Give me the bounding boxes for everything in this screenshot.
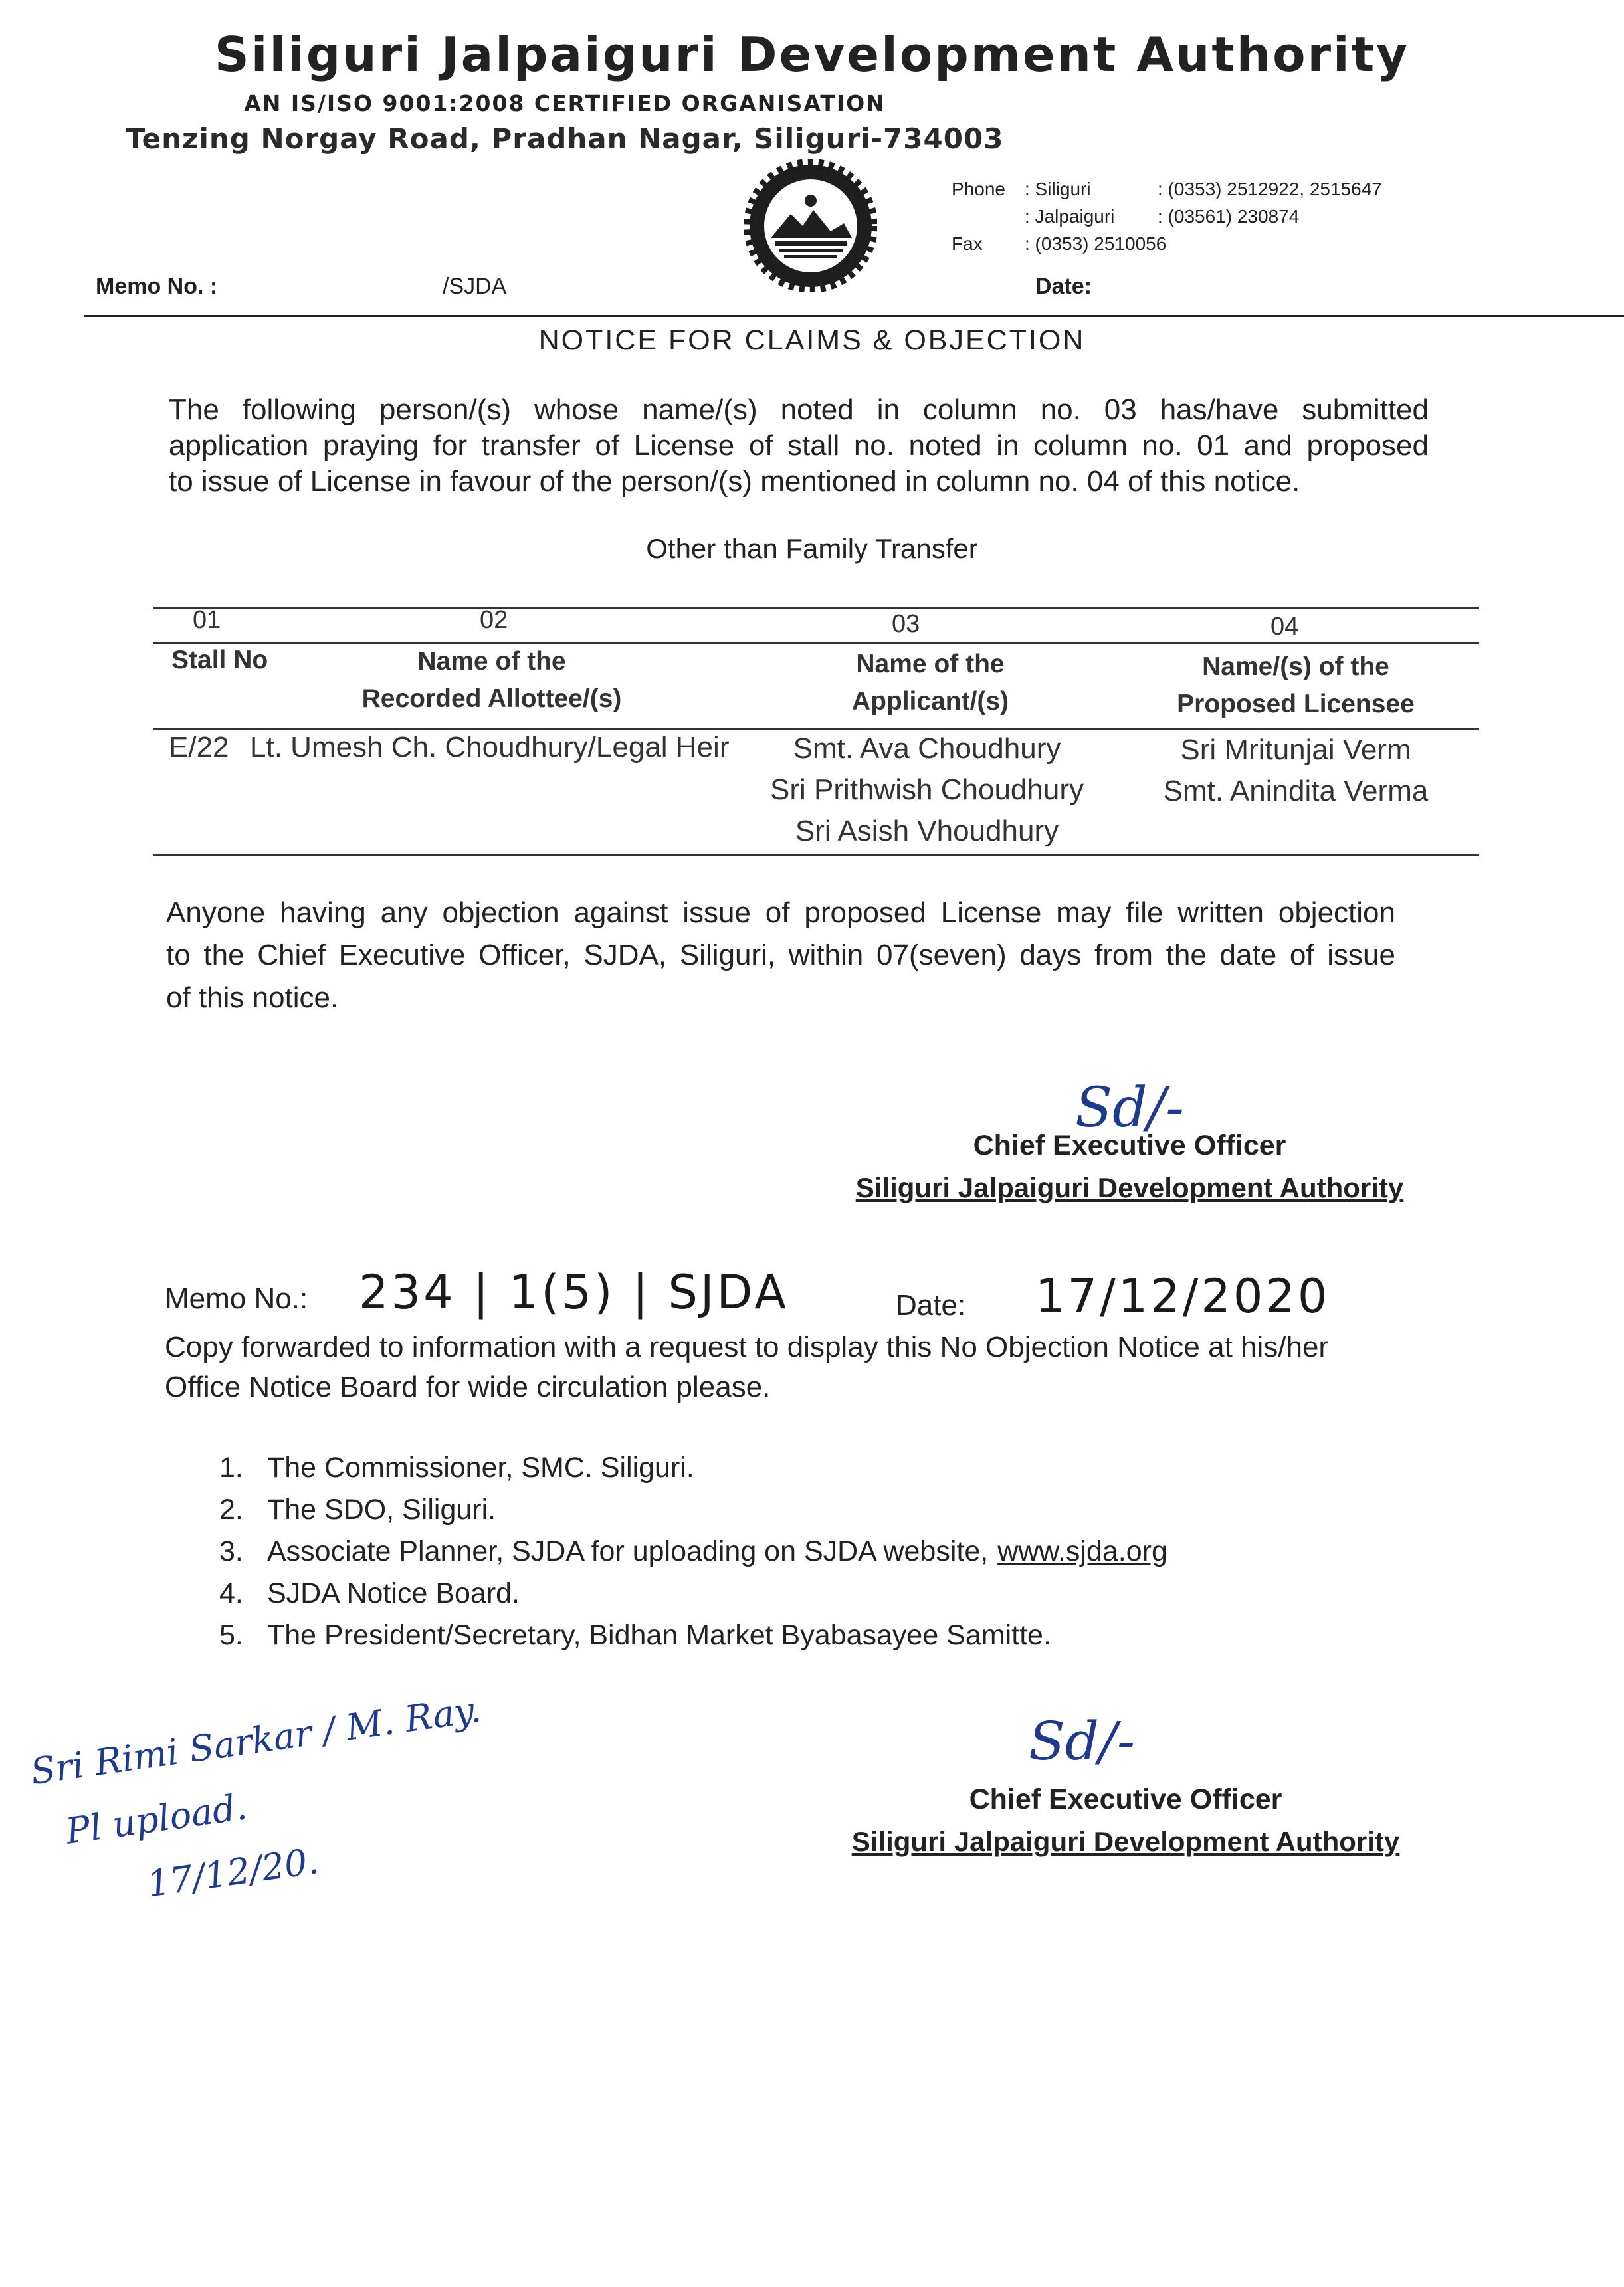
- header-line: Name/(s) of the: [1202, 652, 1389, 681]
- objection-paragraph: [166, 892, 1395, 1019]
- list-item: [219, 1573, 1167, 1615]
- handwritten-line: Pl upload.: [63, 1785, 250, 1852]
- handwritten-line: Sri Rimi Sarkar / M. Ray.: [28, 1688, 484, 1793]
- sjda-emblem-logo: [744, 159, 877, 292]
- memo-number-label: Memo No. :: [96, 274, 218, 299]
- objection-line: to the Chief Executive Officer, SJDA, Siliguri, within 07(seven) days from the date of issue: [166, 939, 1395, 971]
- forward-memo-label: Memo No.:: [165, 1282, 308, 1315]
- licensee-name: Smt. Anindita Verma: [1163, 775, 1429, 807]
- handwritten-note: [27, 1678, 503, 1930]
- applicant-name: Sri Prithwish Choudhury: [770, 773, 1084, 806]
- objection-line: Anyone having any objection against issue of proposed License may file written objection: [166, 896, 1395, 929]
- organization-name: Siliguri Jalpaiguri Development Authority: [214, 27, 1410, 82]
- cell-recorded-allottee: Lt. Umesh Ch. Choudhury/Legal Heir: [250, 731, 730, 763]
- phone-jalpaiguri-number: : (03561) 230874: [1158, 206, 1300, 227]
- list-item: [219, 1447, 1167, 1489]
- list-item-text: SJDA Notice Board.: [267, 1577, 520, 1609]
- list-item-text: The SDO, Siliguri.: [267, 1494, 496, 1526]
- cell-applicants: [751, 728, 1103, 852]
- phone-siliguri-place: : Siliguri: [1025, 179, 1091, 199]
- objection-line: of this notice.: [166, 981, 339, 1014]
- cell-proposed-licensees: [1130, 730, 1462, 812]
- column-number-04: 04: [1270, 613, 1299, 641]
- signature-mark: Sd/-: [1075, 1076, 1184, 1140]
- list-item-number: 3.: [219, 1536, 243, 1567]
- list-item-number: 4.: [219, 1577, 243, 1609]
- forward-line: Copy forwarded to information with a request to display this No Objection Notice at his/her: [165, 1331, 1329, 1363]
- forward-date-label: Date:: [896, 1289, 966, 1322]
- header-recorded-allottee: [332, 643, 651, 718]
- date-label: Date:: [1035, 274, 1092, 299]
- list-item-text: The Commissioner, SMC. Siliguri.: [267, 1452, 694, 1484]
- column-number-01: 01: [193, 606, 221, 634]
- notice-subtitle: Other than Family Transfer: [646, 533, 978, 564]
- header-line: Applicant/(s): [851, 687, 1009, 716]
- forward-line: Office Notice Board for wide circulation please.: [165, 1371, 771, 1403]
- fax-number: : (0353) 2510056: [1025, 233, 1167, 254]
- header-divider: [84, 315, 1624, 317]
- handwritten-line: 17/12/20.: [144, 1839, 322, 1906]
- header-stall-no: Stall No: [171, 646, 268, 674]
- header-proposed-licensee: [1130, 648, 1462, 723]
- list-item-text: Associate Planner, SJDA for uploading on SJDA website,: [267, 1536, 989, 1567]
- signature-mark: Sd/-: [1029, 1710, 1135, 1772]
- list-item: [219, 1531, 1167, 1573]
- licensee-name: Sri Mritunjai Verm: [1180, 734, 1411, 766]
- applicant-name: Sri Asish Vhoudhury: [795, 815, 1059, 847]
- header-line: Name of the: [856, 650, 1005, 678]
- applicant-name: Smt. Ava Choudhury: [793, 732, 1061, 765]
- signatory-organization: Siliguri Jalpaiguri Development Authority: [851, 1826, 1400, 1857]
- forward-date: 17/12/2020: [1035, 1269, 1330, 1324]
- list-item-number: 1.: [219, 1452, 243, 1484]
- header-applicant: [764, 646, 1096, 720]
- table-top-rule: [153, 607, 1479, 609]
- website-link[interactable]: www.sjda.org: [997, 1536, 1167, 1567]
- contact-block: [952, 175, 1382, 257]
- forward-text: [165, 1328, 1328, 1407]
- list-item: [219, 1615, 1167, 1656]
- column-number-03: 03: [892, 610, 920, 638]
- organization-address: Tenzing Norgay Road, Pradhan Nagar, Siliguri-734003: [126, 122, 1004, 155]
- intro-line: application praying for transfer of License of stall no. noted in column no. 01 and proposed: [169, 429, 1429, 462]
- intro-line: to issue of License in favour of the person/(s) mentioned in column no. 04 of this notice.: [169, 465, 1300, 498]
- phone-label: Phone: [952, 179, 1005, 199]
- notice-title: NOTICE FOR CLAIMS & OBJECTION: [538, 324, 1086, 356]
- list-item: [219, 1489, 1167, 1531]
- forward-memo-number: 234 | 1(5) | SJDA: [359, 1265, 789, 1320]
- phone-siliguri-number: : (0353) 2512922, 2515647: [1158, 179, 1382, 199]
- intro-line: The following person/(s) whose name/(s) noted in column no. 03 has/have submitted: [169, 393, 1429, 426]
- signatory-organization: Siliguri Jalpaiguri Development Authority: [855, 1172, 1404, 1203]
- cell-stall-no: E/22: [169, 731, 229, 763]
- phone-jalpaiguri-place: : Jalpaiguri: [1025, 206, 1115, 227]
- header-line: Recorded Allottee/(s): [361, 684, 622, 713]
- header-line: Proposed Licensee: [1177, 690, 1415, 718]
- recipient-list: [219, 1447, 1167, 1656]
- table-bottom-rule: [153, 854, 1479, 856]
- certification-line: AN IS/ISO 9001:2008 CERTIFIED ORGANISATION: [244, 90, 886, 116]
- fax-label: Fax: [952, 233, 983, 254]
- column-number-02: 02: [480, 606, 508, 634]
- list-item-number: 5.: [219, 1619, 243, 1651]
- list-item-number: 2.: [219, 1494, 243, 1526]
- notice-intro: [169, 392, 1429, 500]
- list-item-text: The President/Secretary, Bidhan Market Byabasayee Samitte.: [267, 1619, 1051, 1651]
- signatory-title: Chief Executive Officer: [969, 1783, 1282, 1815]
- memo-number-suffix: /SJDA: [443, 274, 507, 299]
- signatory-title: Chief Executive Officer: [973, 1130, 1286, 1161]
- header-line: Name of the: [417, 647, 566, 676]
